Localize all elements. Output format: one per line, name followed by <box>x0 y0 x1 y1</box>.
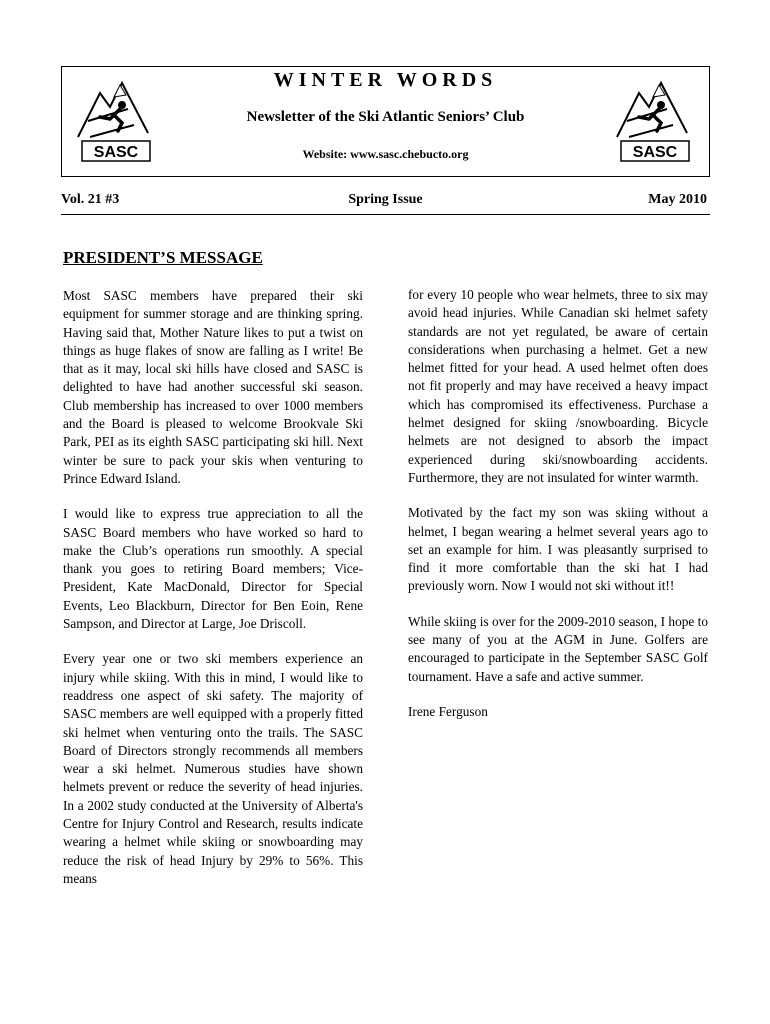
paragraph: While skiing is over for the 2009-2010 season, I hope to see many of you at the AGM in June. Golfers are encouraged to participate in the September SASC Golf tournament. Have a safe and active summer. <box>408 613 708 684</box>
newsletter-subtitle: Newsletter of the Ski Atlantic Seniors’ Club <box>246 109 525 125</box>
issue-line <box>61 192 710 212</box>
issue-season: Spring Issue <box>348 192 423 207</box>
left-column <box>63 287 363 905</box>
logo-text: SASC <box>632 144 678 161</box>
logo-text: SASC <box>93 144 139 161</box>
masthead-box <box>61 66 710 177</box>
signature: Irene Ferguson <box>408 703 488 719</box>
issue-date: May 2010 <box>648 192 707 207</box>
paragraph: Most SASC members have prepared their ski equipment for summer storage and are thinking spring. Having said that, Mother Nature likes to put a twist on things as huge flakes of snow are falling as I write! Be that as it may, local ski hills have closed and SASC is delighted to have had another successful ski season. Club membership has increased to over 1000 members and the Board is pleased to welcome Brookvale Ski Park, PEI as its eighth SASC participating ski hill. Next winter be sure to pack your skis when venturing to Prince Edward Island. <box>63 288 363 486</box>
header-divider <box>61 214 710 215</box>
sasc-logo-icon <box>609 75 701 167</box>
newsletter-title: WINTER WORDS <box>273 69 498 91</box>
paragraph: for every 10 people who wear helmets, three to six may avoid head injuries. While Canadian ski helmet safety standards are not yet regulated, be aware of certain considerations when purchasing a helmet. Get a new helmet fitted for your head. A used helmet often does not fit properly and may have received a heavy impact which has compromised its effectiveness. Purchase a helmet designed for skiing /snowboarding. Bicycle helmets are not designed to absorb the impact experienced during ski/snowboarding accidents. Furthermore, they are not insulated for winter warmth. <box>408 287 708 485</box>
volume-number: Vol. 21 #3 <box>61 192 120 207</box>
website-line: Website: www.sasc.chebucto.org <box>302 147 469 161</box>
section-heading: PRESIDENT’S MESSAGE <box>63 248 263 267</box>
paragraph: Every year one or two ski members experience an injury while skiing. With this in mind, I would like to readdress one aspect of ski safety. The majority of SASC members are well equipped with a properly fitted ski helmet when venturing onto the trails. The SASC Board of Directors strongly recommends all members wear a ski helmet. Numerous studies have shown helmets prevent or reduce the severity of head injuries. In a 2002 study conducted at the University of Alberta's Centre for Injury Control and Research, results indicate wearing a helmet while skiing or snowboarding may reduce the risk of head Injury by 29% to 56%. This means <box>63 651 363 886</box>
right-column <box>408 286 708 738</box>
paragraph: Motivated by the fact my son was skiing without a helmet, I began wearing a helmet several years ago to set an example for him. I was pleasantly surprised to find it more comfortable than the ski hat I had previously worn. Now I would not ski without it!! <box>408 505 708 594</box>
paragraph: I would like to express true appreciation to all the SASC Board members who have worked so hard to make the Club’s operations run smoothly. A special thank you goes to retiring Board members; Vice-President, Kate MacDonald, Director for Special Events, Leo Blackburn, Director for Ben Eoin, Rene Sampson, and Director at Large, Joe Driscoll. <box>63 506 363 632</box>
